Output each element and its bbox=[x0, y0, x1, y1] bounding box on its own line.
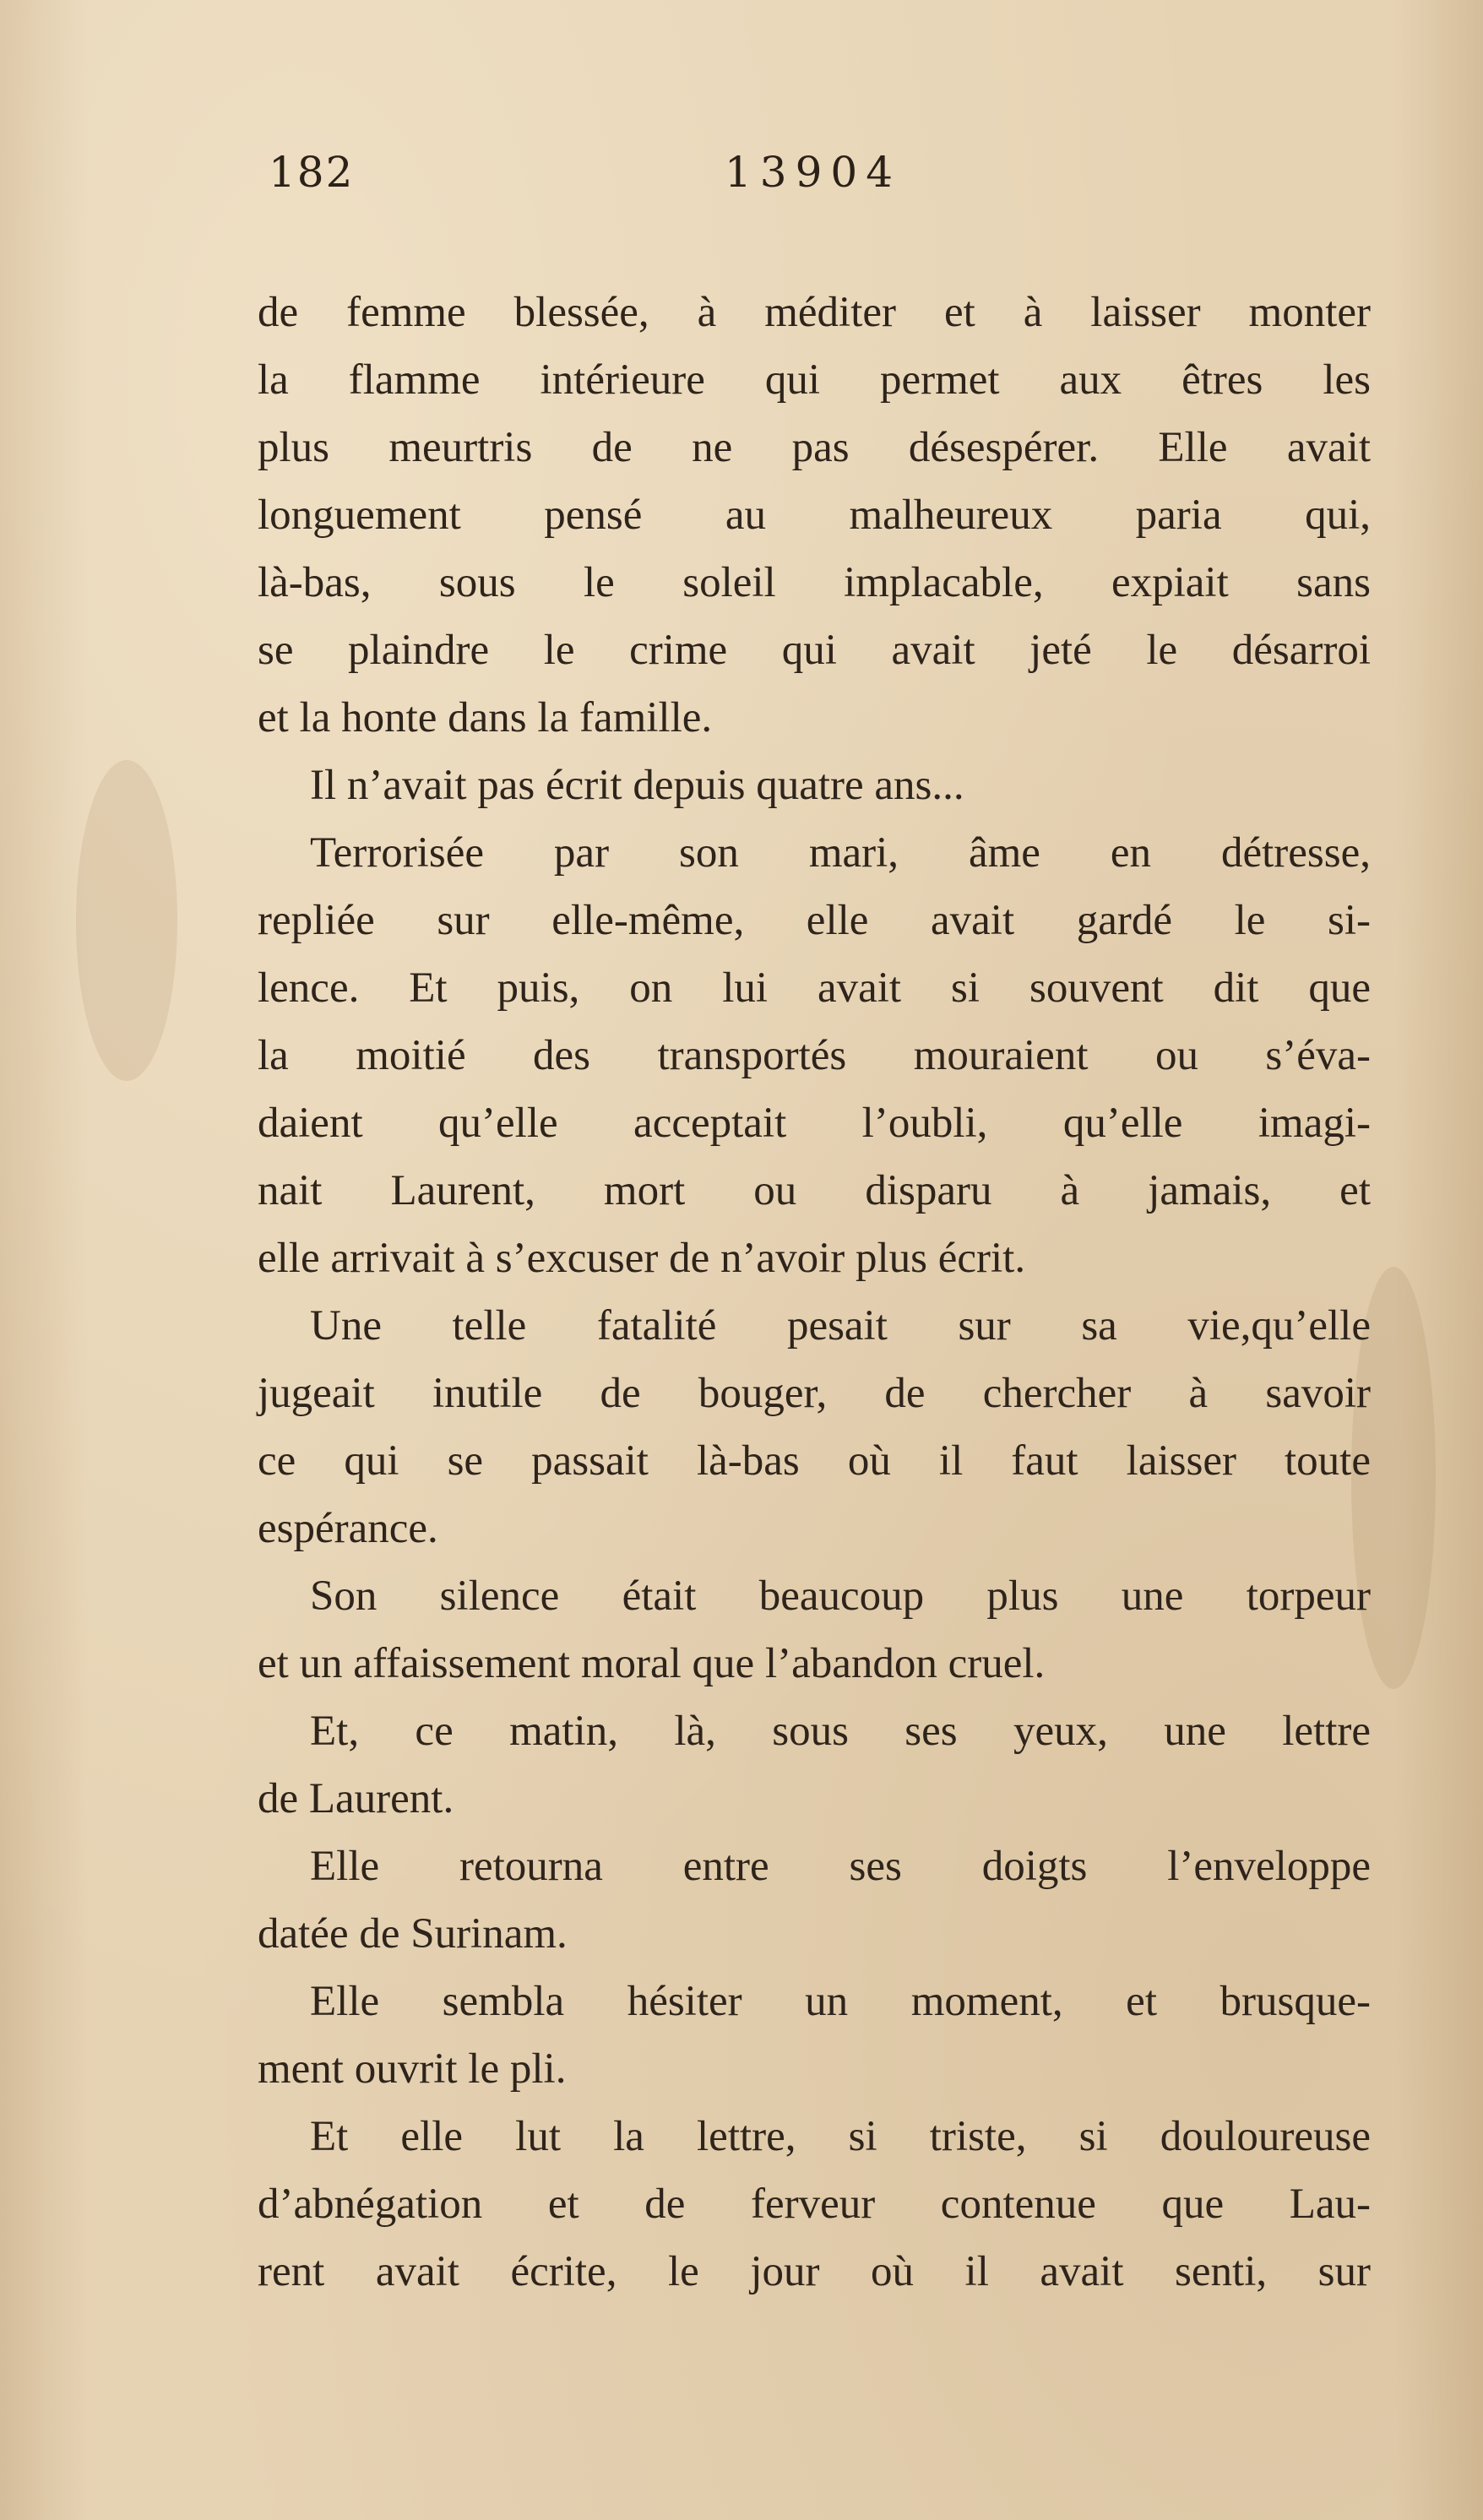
text-line: ce qui se passait là-bas où il faut laisser toute bbox=[258, 1437, 1371, 1485]
text-line: lence. Et puis, on lui avait si souvent dit que bbox=[258, 964, 1371, 1012]
text-line: daient qu’elle acceptait l’oubli, qu’elle imagi- bbox=[258, 1100, 1371, 1147]
text-line: Et elle lut la lettre, si triste, si douloureuse bbox=[310, 2113, 1371, 2160]
paper-stain bbox=[76, 760, 177, 1081]
running-header bbox=[269, 148, 1366, 215]
text-line: plus meurtris de ne pas désespérer. Elle avait bbox=[258, 424, 1371, 471]
text-line: de femme blessée, à méditer et à laisser monter bbox=[258, 289, 1371, 336]
text-line: Elle retourna entre ses doigts l’enveloppe bbox=[310, 1843, 1371, 1890]
text-line: là-bas, sous le soleil implacable, expiait sans bbox=[258, 559, 1371, 606]
running-title: 13904 bbox=[725, 148, 902, 197]
text-line: d’abnégation et de ferveur contenue que Lau- bbox=[258, 2181, 1371, 2228]
text-line: la moitié des transportés mouraient ou s’éva- bbox=[258, 1032, 1371, 1079]
text-line: Une telle fatalité pesait sur sa vie,qu’elle bbox=[310, 1302, 1371, 1350]
body-text bbox=[258, 279, 1371, 2305]
text-line: longuement pensé au malheureux paria qui, bbox=[258, 492, 1371, 539]
text-line: et un affaissement moral que l’abandon cruel. bbox=[258, 1640, 1046, 1687]
text-line: jugeait inutile de bouger, de chercher à savoir bbox=[258, 1370, 1371, 1417]
text-line: de Laurent. bbox=[258, 1775, 454, 1822]
text-line: Il n’avait pas écrit depuis quatre ans... bbox=[310, 762, 964, 809]
text-line: ment ouvrit le pli. bbox=[258, 2045, 567, 2093]
text-line: espérance. bbox=[258, 1505, 438, 1552]
text-line: Son silence était beaucoup plus une torpeur bbox=[310, 1572, 1371, 1620]
text-line: et la honte dans la famille. bbox=[258, 694, 713, 741]
text-line: Terrorisée par son mari, âme en détresse, bbox=[310, 829, 1371, 877]
text-line: Elle sembla hésiter un moment, et brusque- bbox=[310, 1978, 1371, 2025]
text-line: repliée sur elle-même, elle avait gardé le si- bbox=[258, 897, 1371, 944]
text-line: nait Laurent, mort ou disparu à jamais, et bbox=[258, 1167, 1371, 1214]
page-number: 182 bbox=[269, 148, 355, 197]
text-line: datée de Surinam. bbox=[258, 1910, 568, 1958]
text-line: se plaindre le crime qui avait jeté le désarroi bbox=[258, 627, 1371, 674]
text-line: elle arrivait à s’excuser de n’avoir plus écrit. bbox=[258, 1235, 1026, 1282]
text-line: la flamme intérieure qui permet aux êtres les bbox=[258, 356, 1371, 404]
text-line: rent avait écrite, le jour où il avait senti, sur bbox=[258, 2248, 1371, 2295]
text-line: Et, ce matin, là, sous ses yeux, une lettre bbox=[310, 1708, 1371, 1755]
